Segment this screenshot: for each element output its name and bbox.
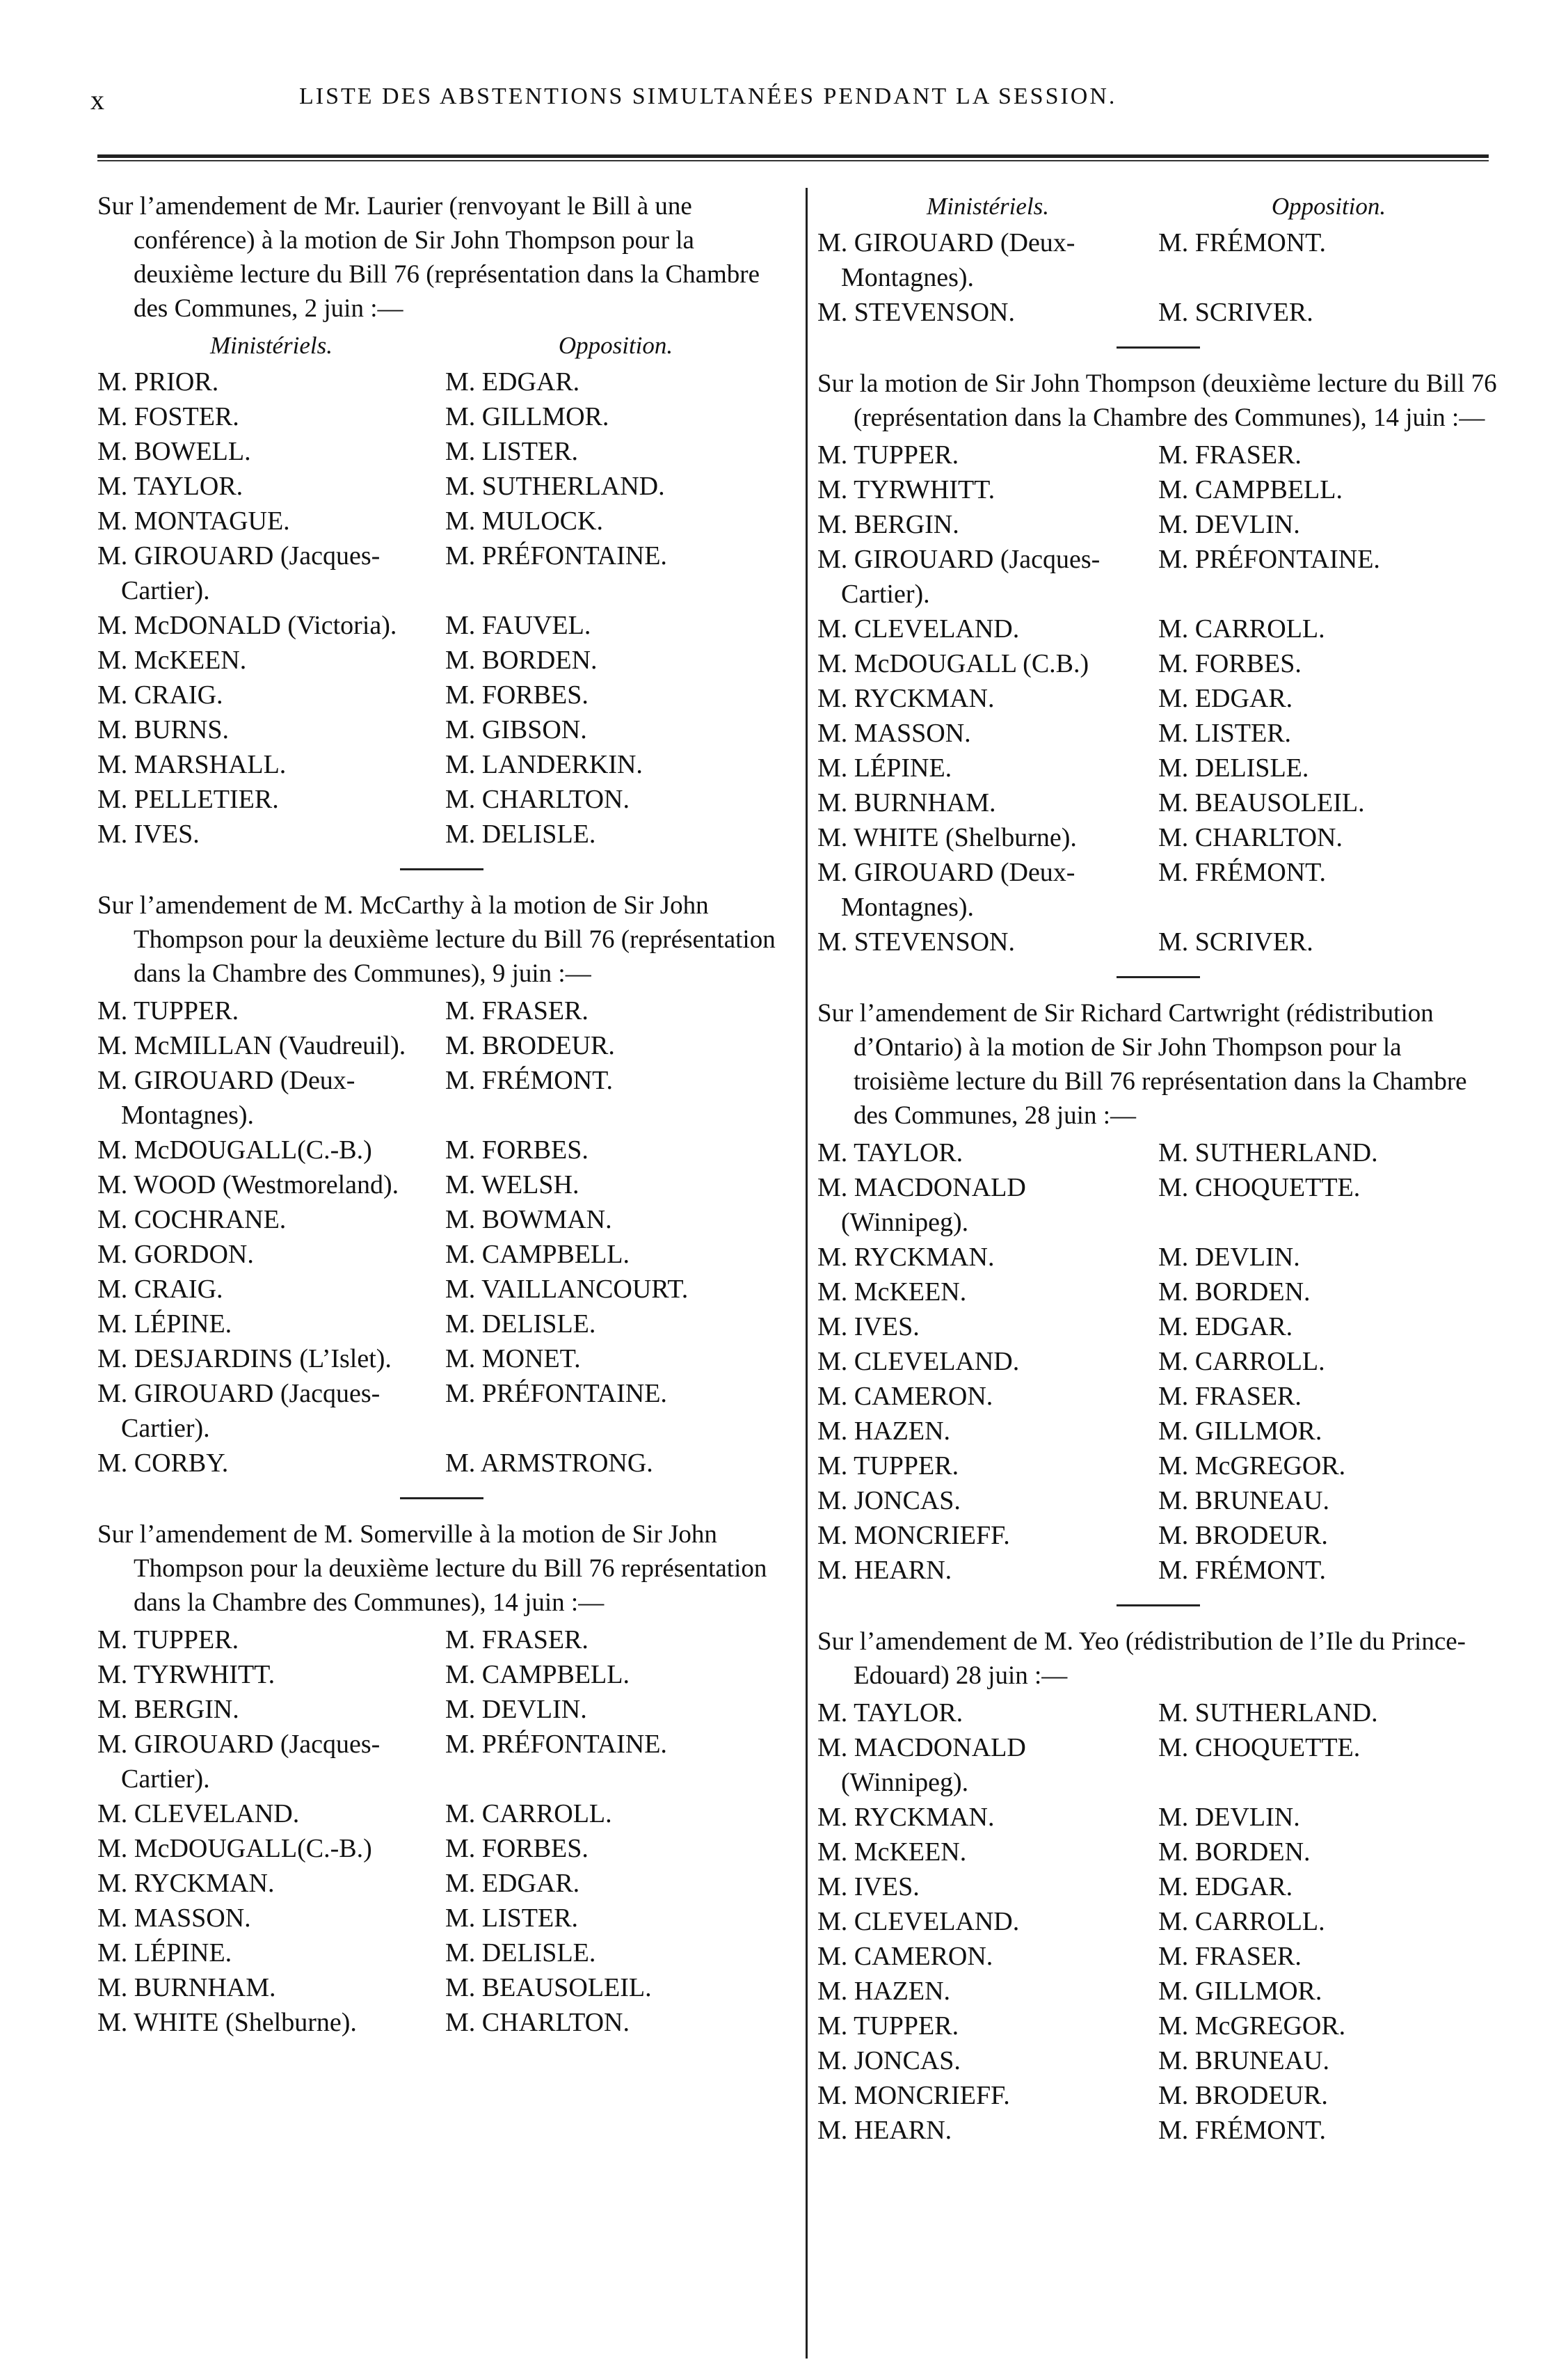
vote-block — [817, 367, 1499, 959]
ministeriel-member: M. HAZEN. — [817, 1417, 951, 1446]
ministeriel-member: M. PELLETIER. — [97, 785, 279, 814]
member-pair-row — [817, 785, 1499, 820]
ministeriel-member: M. CLEVELAND. — [817, 614, 1020, 644]
opposition-member: M. DEVLIN. — [445, 1695, 587, 1724]
member-pair-row — [97, 365, 786, 399]
member-pair-row — [97, 1341, 786, 1376]
member-pair-row — [817, 1240, 1499, 1275]
ministeriel-member: M. LÉPINE. — [97, 1309, 232, 1339]
opposition-member: M. McGREGOR. — [1158, 1451, 1346, 1481]
motion-description: Sur l’amendement de M. Yeo (rédistribution de l’Ile du Prince-Edouard) 28 juin :— — [817, 1627, 1466, 1690]
opposition-member: M. DELISLE. — [445, 1938, 596, 1968]
ministeriel-member: M. McKEEN. — [817, 1277, 967, 1307]
opposition-member: M. GIBSON. — [445, 715, 587, 744]
member-pair-row — [817, 1449, 1499, 1483]
ministeriel-member: M. COCHRANE. — [97, 1205, 287, 1234]
opposition-member: M. WELSH. — [445, 1170, 579, 1199]
opposition-member: M. FRASER. — [1158, 1942, 1302, 1971]
ministeriel-member: M. TUPPER. — [817, 1451, 959, 1481]
vote-block — [97, 888, 786, 1481]
ministeriel-member: M. TUPPER. — [817, 440, 959, 470]
opposition-member: M. LISTER. — [1158, 719, 1292, 748]
ministeriel-member: M. CLEVELAND. — [97, 1799, 300, 1828]
opposition-member: M. MONET. — [445, 1344, 581, 1373]
vote-block — [817, 996, 1499, 1588]
member-pair-row — [97, 1727, 786, 1796]
party-headings — [97, 328, 786, 363]
ministeriel-member: M. McDOUGALL(C.-B.) — [97, 1834, 372, 1863]
opposition-member: M. PRÉFONTAINE. — [445, 541, 667, 570]
page-header — [0, 0, 1568, 139]
section-separator — [1117, 346, 1200, 349]
opposition-member: M. FAUVEL. — [445, 611, 591, 640]
opposition-member: M. DEVLIN. — [1158, 510, 1300, 539]
ministeriel-member: M. MASSON. — [817, 719, 971, 748]
ministeriel-member: M. RYCKMAN. — [97, 1869, 275, 1898]
ministeriel-member: M. WOOD (Westmoreland). — [97, 1170, 399, 1199]
member-pair-row — [97, 1796, 786, 1831]
ministeriel-member: M. GIROUARD (Deux-Montagnes). — [97, 1066, 355, 1130]
ministeriel-member: M. TUPPER. — [97, 996, 239, 1026]
ministeriel-member: M. TYRWHITT. — [97, 1660, 275, 1689]
ministeriel-member: M. LÉPINE. — [817, 753, 952, 783]
vote-block — [97, 1517, 786, 2040]
member-pair-row — [817, 1939, 1499, 1974]
member-pair-row — [817, 1170, 1499, 1240]
ministeriel-member: M. BERGIN. — [817, 510, 959, 539]
ministeriel-member: M. CLEVELAND. — [817, 1907, 1020, 1936]
opposition-member: M. BORDEN. — [1158, 1837, 1311, 1867]
opposition-member: M. GILLMOR. — [1158, 1417, 1322, 1446]
ministeriel-member: M. MONCRIEFF. — [817, 1521, 1010, 1550]
opposition-member: M. FRASER. — [1158, 1382, 1302, 1411]
ministeriel-member: M. IVES. — [97, 820, 200, 849]
ministeriel-member: M. CAMERON. — [817, 1382, 993, 1411]
ministeriel-member: M. MARSHALL. — [97, 750, 287, 779]
opposition-member: M. DEVLIN. — [1158, 1803, 1300, 1832]
ministeriel-member: M. BOWELL. — [97, 437, 251, 466]
ministeriel-member: M. BERGIN. — [97, 1695, 239, 1724]
opposition-member: M. PRÉFONTAINE. — [445, 1379, 667, 1408]
member-pair-row — [97, 608, 786, 643]
opposition-member: M. EDGAR. — [1158, 1872, 1293, 1901]
opposition-member: M. EDGAR. — [445, 1869, 580, 1898]
member-pair-row — [97, 817, 786, 852]
page-title: LISTE DES ABSTENTIONS SIMULTANÉES PENDANT LA SESSION. — [299, 83, 1117, 109]
ministeriel-member: M. PRIOR. — [97, 367, 219, 397]
ministeriel-member: M. GIROUARD (Jacques-Cartier). — [97, 1730, 381, 1794]
column-divider — [806, 188, 808, 2359]
member-pair-row — [97, 994, 786, 1028]
opposition-member: M. CHARLTON. — [445, 2008, 630, 2037]
ministeriel-member: M. McDOUGALL (C.B.) — [817, 649, 1089, 678]
vote-block — [97, 189, 786, 852]
ministeriel-member: M. RYCKMAN. — [817, 684, 995, 713]
member-pair-row — [97, 1272, 786, 1307]
member-pair-row — [97, 1307, 786, 1341]
opposition-member: M. DELISLE. — [1158, 753, 1309, 783]
page-number: x — [90, 84, 104, 115]
member-pair-row — [97, 1028, 786, 1063]
member-pair-row — [817, 2078, 1499, 2113]
ministeriel-member: M. GIROUARD (Deux-Montagnes). — [817, 228, 1075, 292]
ministeriel-member: M. GIROUARD (Jacques-Cartier). — [97, 541, 381, 605]
ministeriel-member: M. CRAIG. — [97, 680, 223, 710]
member-pair-row — [817, 1135, 1499, 1170]
opposition-member: M. BORDEN. — [445, 646, 598, 675]
right-column — [817, 189, 1499, 2148]
opposition-member: M. PRÉFONTAINE. — [445, 1730, 667, 1759]
opposition-member: M. BORDEN. — [1158, 1277, 1311, 1307]
member-pair-row — [817, 646, 1499, 681]
ministeriel-member: M. BURNHAM. — [97, 1973, 276, 2002]
opposition-member: M. DELISLE. — [445, 1309, 596, 1339]
ministeriel-member: M. McKEEN. — [97, 646, 247, 675]
opposition-member: M. FRÉMONT. — [1158, 858, 1327, 887]
member-pair-row — [97, 538, 786, 608]
member-pair-row — [817, 2009, 1499, 2043]
opposition-member: M. MULOCK. — [445, 506, 603, 536]
ministeriel-member: M. HAZEN. — [817, 1977, 951, 2006]
section-separator — [400, 1497, 483, 1499]
opposition-member: M. CHARLTON. — [445, 785, 630, 814]
opposition-member: M. FRASER. — [445, 996, 589, 1026]
ministeriel-member: M. IVES. — [817, 1872, 920, 1901]
opposition-member: M. LISTER. — [445, 1904, 579, 1933]
opposition-member: M. GILLMOR. — [445, 402, 609, 431]
ministeriel-member: M. STEVENSON. — [817, 927, 1015, 957]
member-pair-row — [817, 1974, 1499, 2009]
heading-ministeriels: Ministériels. — [927, 193, 1049, 220]
ministeriel-member: M. TUPPER. — [817, 2011, 959, 2041]
left-column — [97, 189, 786, 2040]
party-headings — [817, 189, 1499, 224]
vote-block — [817, 189, 1499, 330]
opposition-member: M. SUTHERLAND. — [1158, 1138, 1378, 1167]
member-pair-row — [817, 225, 1499, 295]
opposition-member: M. ARMSTRONG. — [445, 1449, 653, 1478]
member-pair-row — [817, 612, 1499, 646]
member-pair-row — [817, 1275, 1499, 1309]
opposition-member: M. FORBES. — [1158, 649, 1302, 678]
motion-description: Sur l’amendement de Mr. Laurier (renvoyant le Bill à une conférence) à la motion de Sir John Thompson pour la deuxième lecture du Bill 76 (représentation dans la Chambre des Communes, 2 juin :— — [97, 192, 760, 323]
ministeriel-member: M. MONCRIEFF. — [817, 2081, 1010, 2110]
ministeriel-member: M. STEVENSON. — [817, 298, 1015, 327]
member-pair-row — [817, 1695, 1499, 1730]
opposition-member: M. BRODEUR. — [445, 1031, 615, 1060]
ministeriel-member: M. TAYLOR. — [817, 1138, 963, 1167]
opposition-member: M. BRODEUR. — [1158, 2081, 1328, 2110]
ministeriel-member: M. GIROUARD (Deux-Montagnes). — [817, 858, 1075, 922]
member-pair-row — [817, 751, 1499, 785]
ministeriel-member: M. GIROUARD (Jacques-Cartier). — [817, 545, 1101, 609]
ministeriel-member: M. MACDONALD (Winnipeg). — [817, 1733, 1026, 1797]
member-pair-row — [817, 1800, 1499, 1835]
member-pair-row — [817, 2113, 1499, 2148]
member-pair-row — [97, 399, 786, 434]
ministeriel-member: M. BURNS. — [97, 715, 229, 744]
opposition-member: M. SUTHERLAND. — [445, 472, 665, 501]
ministeriel-member: M. JONCAS. — [817, 1486, 961, 1515]
member-pair-row — [97, 643, 786, 678]
member-pair-row — [817, 1483, 1499, 1518]
vote-block — [817, 1625, 1499, 2148]
opposition-member: M. FRÉMONT. — [445, 1066, 614, 1095]
member-pair-row — [97, 1237, 786, 1272]
member-pair-row — [817, 2043, 1499, 2078]
ministeriel-member: M. GIROUARD (Jacques-Cartier). — [97, 1379, 381, 1443]
ministeriel-member: M. TAYLOR. — [97, 472, 243, 501]
opposition-member: M. FRASER. — [1158, 440, 1302, 470]
member-pair-row — [97, 678, 786, 712]
header-rule-thin — [97, 160, 1489, 161]
opposition-member: M. LISTER. — [445, 437, 579, 466]
member-pair-row — [817, 1414, 1499, 1449]
ministeriel-member: M. HEARN. — [817, 1556, 952, 1585]
member-pair-row — [97, 1657, 786, 1692]
opposition-member: M. PRÉFONTAINE. — [1158, 545, 1380, 574]
member-pair-row — [97, 1970, 786, 2005]
member-pair-row — [97, 1063, 786, 1133]
member-pair-row — [97, 782, 786, 817]
member-pair-row — [97, 1901, 786, 1936]
ministeriel-member: M. FOSTER. — [97, 402, 239, 431]
ministeriel-member: M. RYCKMAN. — [817, 1243, 995, 1272]
opposition-member: M. FORBES. — [445, 1834, 589, 1863]
opposition-member: M. FRÉMONT. — [1158, 2116, 1327, 2145]
opposition-member: M. DEVLIN. — [1158, 1243, 1300, 1272]
member-pair-row — [817, 1344, 1499, 1379]
ministeriel-member: M. McMILLAN (Vaudreuil). — [97, 1031, 406, 1060]
opposition-member: M. EDGAR. — [445, 367, 580, 397]
opposition-member: M. BOWMAN. — [445, 1205, 612, 1234]
opposition-member: M. EDGAR. — [1158, 1312, 1293, 1341]
member-pair-row — [817, 925, 1499, 959]
opposition-member: M. DELISLE. — [445, 820, 596, 849]
ministeriel-member: M. IVES. — [817, 1312, 920, 1341]
opposition-member: M. CARROLL. — [1158, 1347, 1325, 1376]
opposition-member: M. CARROLL. — [445, 1799, 612, 1828]
ministeriel-member: M. McDOUGALL(C.-B.) — [97, 1135, 372, 1165]
opposition-member: M. BEAUSOLEIL. — [1158, 788, 1365, 817]
ministeriel-member: M. MASSON. — [97, 1904, 251, 1933]
heading-opposition: Opposition. — [558, 332, 673, 359]
member-pair-row — [97, 1376, 786, 1446]
ministeriel-member: M. CRAIG. — [97, 1275, 223, 1304]
member-pair-row — [97, 1133, 786, 1167]
member-pair-row — [97, 2005, 786, 2040]
opposition-member: M. BRUNEAU. — [1158, 1486, 1329, 1515]
ministeriel-member: M. WHITE (Shelburne). — [97, 2008, 357, 2037]
member-pair-row — [817, 1379, 1499, 1414]
opposition-member: M. CHOQUETTE. — [1158, 1173, 1361, 1202]
member-pair-row — [97, 1446, 786, 1481]
opposition-member: M. FORBES. — [445, 680, 589, 710]
member-pair-row — [817, 1553, 1499, 1588]
ministeriel-member: M. McDONALD (Victoria). — [97, 611, 397, 640]
member-pair-row — [817, 1730, 1499, 1800]
ministeriel-member: M. TYRWHITT. — [817, 475, 995, 504]
opposition-member: M. SCRIVER. — [1158, 298, 1313, 327]
section-separator — [400, 868, 483, 870]
ministeriel-member: M. MONTAGUE. — [97, 506, 290, 536]
opposition-member: M. CAMPBELL. — [445, 1660, 630, 1689]
opposition-member: M. CAMPBELL. — [1158, 475, 1343, 504]
member-pair-row — [97, 712, 786, 747]
opposition-member: M. CARROLL. — [1158, 1907, 1325, 1936]
opposition-member: M. BRODEUR. — [1158, 1521, 1328, 1550]
opposition-member: M. SCRIVER. — [1158, 927, 1313, 957]
opposition-member: M. CARROLL. — [1158, 614, 1325, 644]
member-pair-row — [817, 1904, 1499, 1939]
ministeriel-member: M. CORBY. — [97, 1449, 229, 1478]
member-pair-row — [817, 542, 1499, 612]
member-pair-row — [97, 469, 786, 504]
member-pair-row — [97, 1866, 786, 1901]
member-pair-row — [97, 1622, 786, 1657]
ministeriel-member: M. CLEVELAND. — [817, 1347, 1020, 1376]
member-pair-row — [97, 434, 786, 469]
motion-description: Sur la motion de Sir John Thompson (deuxième lecture du Bill 76 (représentation dans la Chambre des Communes), 14 juin :— — [817, 369, 1497, 432]
opposition-member: M. BRUNEAU. — [1158, 2046, 1329, 2075]
opposition-member: M. SUTHERLAND. — [1158, 1698, 1378, 1727]
member-pair-row — [97, 504, 786, 538]
section-separator — [1117, 976, 1200, 978]
ministeriel-member: M. HEARN. — [817, 2116, 952, 2145]
member-pair-row — [817, 1835, 1499, 1869]
member-pair-row — [817, 681, 1499, 716]
ministeriel-member: M. DESJARDINS (L’Islet). — [97, 1344, 392, 1373]
ministeriel-member: M. JONCAS. — [817, 2046, 961, 2075]
ministeriel-member: M. RYCKMAN. — [817, 1803, 995, 1832]
member-pair-row — [817, 855, 1499, 925]
member-pair-row — [817, 438, 1499, 472]
member-pair-row — [817, 1869, 1499, 1904]
ministeriel-member: M. MACDONALD (Winnipeg). — [817, 1173, 1026, 1237]
motion-description: Sur l’amendement de M. Somerville à la motion de Sir John Thompson pour la deuxième lecture du Bill 76 représentation dans la Chambre des Communes), 14 juin :— — [97, 1520, 767, 1617]
member-pair-row — [817, 1518, 1499, 1553]
ministeriel-member: M. WHITE (Shelburne). — [817, 823, 1077, 852]
member-pair-row — [97, 1692, 786, 1727]
opposition-member: M. FRÉMONT. — [1158, 1556, 1327, 1585]
motion-description: Sur l’amendement de Sir Richard Cartwright (rédistribution d’Ontario) à la motion de Sir John Thompson pour la troisième lecture du Bill 76 représentation dans la Chambre des Communes, 28 juin :— — [817, 999, 1467, 1130]
ministeriel-member: M. CAMERON. — [817, 1942, 993, 1971]
member-pair-row — [817, 1309, 1499, 1344]
opposition-member: M. CAMPBELL. — [445, 1240, 630, 1269]
opposition-member: M. EDGAR. — [1158, 684, 1293, 713]
section-separator — [1117, 1604, 1200, 1606]
heading-opposition: Opposition. — [1271, 193, 1386, 220]
ministeriel-member: M. McKEEN. — [817, 1837, 967, 1867]
motion-description: Sur l’amendement de M. McCarthy à la motion de Sir John Thompson pour la deuxième lecture du Bill 76 (représentation dans la Chambre des Communes), 9 juin :— — [97, 891, 776, 988]
member-pair-row — [97, 1831, 786, 1866]
member-pair-row — [97, 1202, 786, 1237]
opposition-member: M. CHARLTON. — [1158, 823, 1343, 852]
opposition-member: M. VAILLANCOURT. — [445, 1275, 689, 1304]
member-pair-row — [817, 507, 1499, 542]
ministeriel-member: M. TAYLOR. — [817, 1698, 963, 1727]
opposition-member: M. GILLMOR. — [1158, 1977, 1322, 2006]
member-pair-row — [817, 820, 1499, 855]
ministeriel-member: M. TUPPER. — [97, 1625, 239, 1654]
ministeriel-member: M. LÉPINE. — [97, 1938, 232, 1968]
member-pair-row — [97, 1167, 786, 1202]
member-pair-row — [97, 1936, 786, 1970]
opposition-member: M. BEAUSOLEIL. — [445, 1973, 652, 2002]
ministeriel-member: M. GORDON. — [97, 1240, 254, 1269]
member-pair-row — [817, 472, 1499, 507]
opposition-member: M. FRÉMONT. — [1158, 228, 1327, 257]
opposition-member: M. CHOQUETTE. — [1158, 1733, 1361, 1762]
opposition-member: M. McGREGOR. — [1158, 2011, 1346, 2041]
member-pair-row — [817, 295, 1499, 330]
ministeriel-member: M. BURNHAM. — [817, 788, 996, 817]
heading-ministeriels: Ministériels. — [210, 332, 333, 359]
opposition-member: M. FORBES. — [445, 1135, 589, 1165]
opposition-member: M. FRASER. — [445, 1625, 589, 1654]
opposition-member: M. LANDERKIN. — [445, 750, 643, 779]
member-pair-row — [817, 716, 1499, 751]
header-rule — [97, 154, 1489, 158]
member-pair-row — [97, 747, 786, 782]
